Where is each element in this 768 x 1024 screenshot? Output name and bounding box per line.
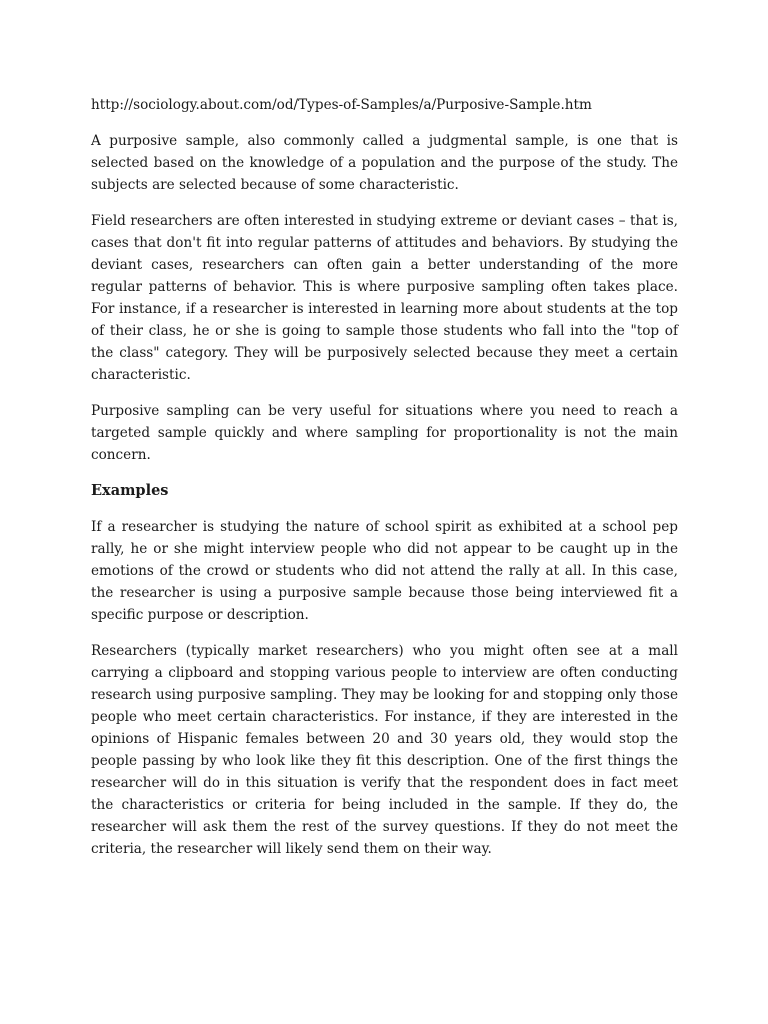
intro-paragraph-1: A purposive sample, also commonly called a judgmental sample, is one that is selected based on the knowledge of a population and the purpose of the study. The subjects are selected because of some characteristic. bbox=[91, 133, 678, 193]
example-paragraph-1: If a researcher is studying the nature of school spirit as exhibited at a school pep rally, he or she might interview people who did not appear to be caught up in the emotions of the crowd or students who did not attend the rally at all. In this case, the researcher is using a purposive sample because those being interviewed fit a specific purpose or description. bbox=[91, 519, 678, 623]
intro-paragraph-3: Purposive sampling can be very useful for situations where you need to reach a targeted sample quickly and where sampling for proportionality is not the main concern. bbox=[91, 403, 678, 463]
examples-heading: Examples bbox=[91, 482, 169, 499]
intro-paragraph-2: Field researchers are often interested in studying extreme or deviant cases – that is, cases that don't fit into regular patterns of attitudes and behaviors. By studying the deviant cases, researchers can often gain a better understanding of the more regular patterns of behavior. This is where purposive sampling often takes place. For instance, if a researcher is interested in learning more about students at the top of their class, he or she is going to sample those students who fall into the "top of the class" category. They will be purposively selected because they meet a certain characteristic. bbox=[91, 213, 678, 383]
source-url: http://sociology.about.com/od/Types-of-Samples/a/Purposive-Sample.htm bbox=[91, 97, 592, 113]
document-page bbox=[91, 94, 678, 874]
example-paragraph-2: Researchers (typically market researchers) who you might often see at a mall carrying a clipboard and stopping various people to interview are often conducting research using purposive sampling. They may be looking for and stopping only those people who meet certain characteristics. For instance, if they are interested in the opinions of Hispanic females between 20 and 30 years old, they would stop the people passing by who look like they fit this description. One of the first things the researcher will do in this situation is verify that the respondent does in fact meet the characteristics or criteria for being included in the sample. If they do, the researcher will ask them the rest of the survey questions. If they do not meet the criteria, the researcher will likely send them on their way. bbox=[91, 643, 678, 857]
